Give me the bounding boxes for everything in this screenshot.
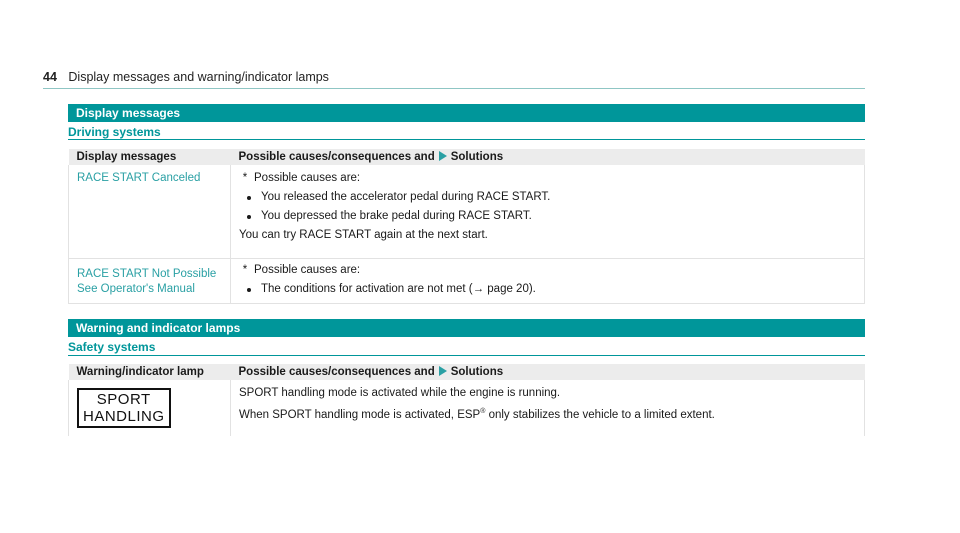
causes-list <box>247 282 856 297</box>
solution-note: You can try RACE START again at the next start. <box>239 229 488 241</box>
esp-text: When SPORT handling mode is activated, ESP® only stabilizes the vehicle to a limited extent. <box>239 408 715 421</box>
sport-mode-text: SPORT handling mode is activated while the engine is running. <box>239 387 561 399</box>
lamp-cell <box>69 380 231 436</box>
table-row <box>69 258 865 303</box>
col-header-solutions: Possible causes/consequences and Solutions <box>231 364 865 380</box>
table-row <box>69 380 865 436</box>
bullet-icon <box>247 288 251 292</box>
bullet-icon <box>247 215 251 219</box>
col-header-solutions: Possible causes/consequences and Solutions <box>231 149 865 165</box>
section-bar-display-messages: Display messages <box>68 104 865 122</box>
warning-lamps-table <box>68 364 865 436</box>
table-header-row <box>69 364 865 380</box>
causes-cell <box>231 258 865 303</box>
page-number: 44 <box>43 70 57 84</box>
list-item: You depressed the brake pedal during RACE START. <box>247 209 856 224</box>
col-header-warning-lamp: Warning/indicator lamp <box>69 364 231 380</box>
star-marker: * <box>242 263 248 276</box>
causes-intro: Possible causes are: <box>254 263 361 276</box>
list-item: The conditions for activation are not met (→ page 20). <box>247 282 856 297</box>
causes-cell <box>231 165 865 258</box>
causes-cell <box>231 380 865 436</box>
star-marker: * <box>242 172 248 184</box>
subheading-safety-systems: Safety systems <box>68 340 156 354</box>
bullet-icon <box>247 196 251 200</box>
col-header-display-messages: Display messages <box>69 149 231 165</box>
header-divider <box>43 88 865 89</box>
table-row <box>69 165 865 258</box>
subheading-divider <box>68 355 865 356</box>
causes-list <box>247 190 856 224</box>
solution-arrow-icon <box>439 151 447 161</box>
sport-handling-lamp-icon: SPORT HANDLING <box>77 388 171 428</box>
section-bar-warning-lamps: Warning and indicator lamps <box>68 319 865 337</box>
subheading-divider <box>68 139 865 140</box>
page-header <box>43 70 329 84</box>
message-cell <box>69 258 231 303</box>
subheading-driving-systems: Driving systems <box>68 125 161 139</box>
table-header-row <box>69 149 865 165</box>
message-race-start-not-possible: RACE START Not Possible <box>77 267 217 280</box>
message-see-operators-manual: See Operator's Manual <box>77 282 195 295</box>
message-race-start-canceled: RACE START Canceled <box>77 172 201 184</box>
display-messages-table <box>68 149 865 304</box>
solution-arrow-icon <box>439 366 447 376</box>
causes-intro: Possible causes are: <box>254 172 361 184</box>
message-cell <box>69 165 231 258</box>
list-item: You released the accelerator pedal during RACE START. <box>247 190 856 205</box>
page-title: Display messages and warning/indicator lamps <box>68 70 329 84</box>
